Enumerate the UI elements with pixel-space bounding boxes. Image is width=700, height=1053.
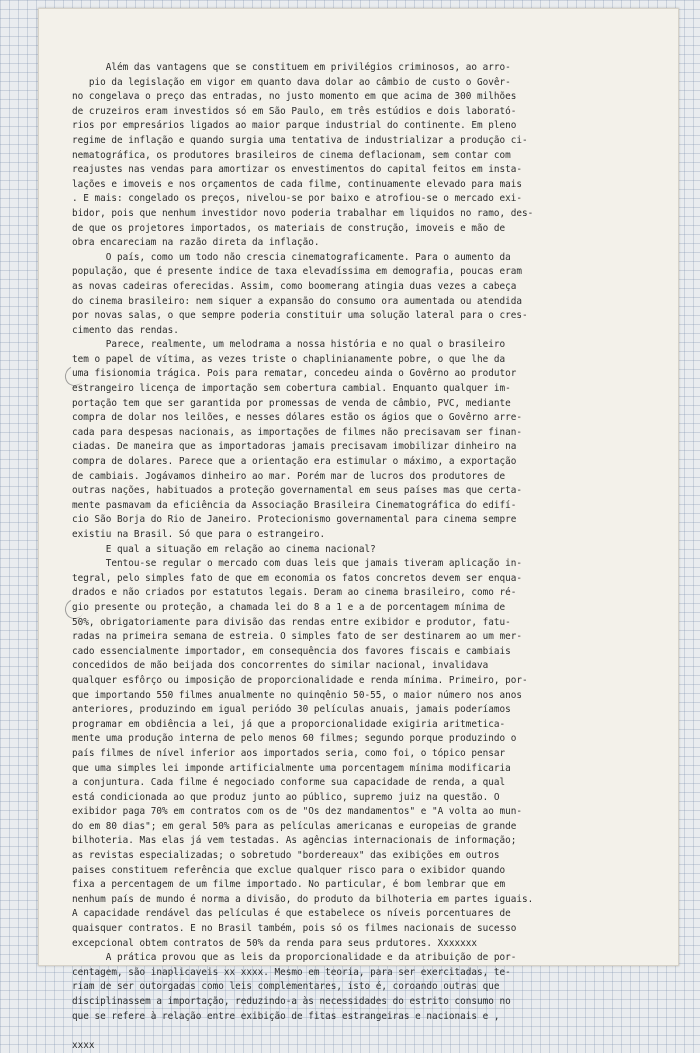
text-line: xxxx — [72, 1039, 95, 1051]
text-line: E qual a situação em relação ao cinema nacional? — [72, 543, 376, 555]
text-line: que se refere à relação entre exibição de fitas estrangeiras e nacionais e , — [72, 1010, 500, 1022]
text-line: riam de ser outorgadas como leis complementares, isto é, coroando outras que — [72, 981, 500, 993]
text-line: de que os projetores importados, os materiais de construção, imoveis e mão de — [72, 222, 506, 234]
text-line: nenhum país de mundo é norma a divisão, do produto da bilhoteria em partes iguais. — [72, 893, 534, 905]
text-line: pio da legislação em vigor em quanto dava dolar ao câmbio de custo o Govêr- — [72, 76, 511, 88]
text-line: programar em obdiência a lei, já que a proporcionalidade exigiria aritmetica- — [72, 718, 506, 730]
text-line: Além das vantagens que se constituem em privilégios criminosos, ao arro- — [72, 62, 511, 73]
text-line: as revistas especializadas; o sobretudo "bordereaux" das exibições em outros — [72, 850, 500, 862]
text-line: portação tem que ser garantida por promessas de venda de câmbio, PVC, mediante — [72, 397, 511, 409]
text-line: de cambiais. Jogávamos dinheiro ao mar. Porém mar de lucros dos produtores de — [72, 470, 506, 482]
text-line: no congelava o preço das entradas, no justo momento em que acima de 300 milhões — [72, 91, 517, 103]
text-line: cado essencialmente importador, em consequência dos favores fiscais e cambiais — [72, 645, 511, 657]
text-line: do em 80 dias"; em geral 50% para as películas americanas e europeias de grande — [72, 820, 517, 832]
text-line: que importando 550 filmes anualmente no quinqênio 50-55, o maior número nos anos — [72, 689, 523, 701]
text-line: existiu na Brasil. Só que para o estrangeiro. — [72, 529, 326, 540]
text-line: lações e imoveis e nos orçamentos de cada filme, continuamente elevado para mais — [72, 178, 523, 190]
text-line: fixa a percentagem de um filme importado. No particular, é bom lembrar que em — [72, 879, 506, 891]
text-line: cada para despesas nacionais, as importações de filmes não precisavam ser finan- — [72, 426, 523, 438]
text-line: as novas cadeiras oferecidas. Assim, como boomerang atingia duas vezes a cabeça — [72, 280, 517, 292]
text-line: qualquer esfôrço ou imposição de proporcionalidade e renda mínima. Primeiro, por- — [72, 674, 528, 686]
text-line: que uma simples lei imponde artificialmente uma porcentagem mínima modificaria — [72, 762, 511, 774]
text-line: a conjuntura. Cada filme é negociado conforme sua capacidade de renda, a qual — [72, 777, 506, 789]
text-line: está condicionada ao que produz junto ao público, supremo juiz na questão. O — [72, 791, 500, 803]
text-line: radas na primeira semana de estreia. O simples fato de ser destinarem ao um mer- — [72, 631, 523, 643]
text-line: anteriores, produzindo em igual periódo 30 películas anuais, jamais poderíamos — [72, 704, 511, 716]
text-line: nematográfica, os produtores brasileiros de cinema deflacionam, sem contar com — [72, 149, 511, 161]
text-line: A capacidade rendável das películas é que estabelece os níveis porcentuares de — [72, 908, 511, 920]
text-line: O país, como um todo não crescia cinematograficamente. Para o aumento da — [72, 251, 511, 263]
text-line: mente pasmavam da eficiência da Associação Brasileira Cinematográfica do edifí- — [72, 499, 517, 511]
text-line: centagem, são inaplicaveis xx xxxx. Mesmo em teoria, para ser exercitadas, te- — [72, 966, 511, 978]
text-line: obra encareciam na razão direta da inflação. — [72, 237, 320, 249]
text-line: disciplinassem a importação, reduzindo-a às necessidades do estrito consumo no — [72, 996, 511, 1007]
text-line: cio São Borja do Rio de Janeiro. Protecionismo governamental para cinema sempre — [72, 514, 517, 526]
text-line: compra de dolar nos leilões, e nesses dólares estão os ágios que o Govêrno arre- — [72, 412, 523, 424]
text-line: bidor, pois que nenhum investidor novo poderia trabalhar em liquidos no ramo, des- — [72, 207, 534, 219]
text-line: . E mais: congelado os preços, nivelou-se por baixo e atrofiou-se o mercado exi- — [72, 193, 523, 205]
text-line: população, que é presente indice de taxa elevadíssima em demografia, poucas eram — [72, 266, 523, 278]
text-line: paises constituem referência que exclue qualquer risco para o exibidor quando — [72, 864, 506, 876]
text-line: reajustes nas vendas para amortizar os envestimentos do capital feitos em insta- — [72, 164, 523, 176]
text-line: tem o papel de vítima, as vezes triste o chaplinianamente pobre, o que lhe da — [72, 353, 506, 365]
text-line: A prática provou que as leis da proporcionalidade e da atribuição de por- — [72, 952, 517, 964]
typed-text-body — [72, 61, 628, 1053]
text-line: do cinema brasileiro: nem siquer a expansão do consumo ora aumentada ou atendida — [72, 295, 523, 307]
text-line: exibidor paga 70% em contratos com os de "Os dez mandamentos" e "A volta ao mun- — [72, 806, 523, 818]
text-line: 50%, obrigatoriamente para divisão das rendas entre exibidor e produtor, fatu- — [72, 616, 511, 628]
text-line: de cruzeiros eram investidos só em São Paulo, em três estúdios e dois laborató- — [72, 105, 517, 117]
text-line: mente uma produção interna de pelo menos 60 filmes; segundo porque produzindo o — [72, 733, 517, 745]
text-line: gio presente ou proteção, a chamada lei do 8 a 1 e a de porcentagem mínima de — [72, 601, 506, 613]
text-line: quaisquer contratos. E no Brasil também, pois só os filmes nacionais de sucesso — [72, 923, 517, 935]
text-line: concedidos de mão beijada dos concorrentes do similar nacional, invalidava — [72, 660, 489, 672]
text-line: uma fisionomia trágica. Pois para rematar, concedeu ainda o Govêrno ao produtor — [72, 368, 517, 380]
text-line: país filmes de nível inferior aos importados seria, como foi, o tópico pensar — [72, 747, 506, 759]
text-line: outras nações, habituados a proteção governamental em seus países mas que certa- — [72, 485, 523, 497]
text-line: excepcional obtem contratos de 50% da renda para seus prdutores. Xxxxxxx — [72, 937, 478, 949]
text-line: tegral, pelo simples fato de que em economia os fatos concretos devem ser enqua- — [72, 572, 523, 584]
text-line: estrangeiro licença de importação sem cobertura cambial. Enquanto qualquer im- — [72, 383, 511, 395]
text-line: bilhoteria. Mas elas já vem testadas. As agências internacionais de informação; — [72, 835, 517, 847]
text-line: por novas salas, o que sempre poderia constituir uma solução lateral para o cres- — [72, 310, 528, 322]
text-line: Tentou-se regular o mercado com duas leis que jamais tiveram aplicação in- — [72, 558, 523, 570]
text-line: drados e não criados por estatutos legais. Deram ao cinema brasileiro, como ré- — [72, 587, 517, 599]
text-line: regime de inflação e quando surgia uma tentativa de industrializar a produção ci- — [72, 134, 528, 146]
text-line: compra de dolares. Parece que a orientação era estimular o máximo, a exportação — [72, 456, 517, 468]
text-line: rios por empresários ligados ao maior parque industrial do continente. Em pleno — [72, 120, 517, 132]
text-line: ciadas. De maneira que as importadoras jamais precisavam imobilizar dinheiro na — [72, 441, 517, 453]
text-line: Parece, realmente, um melodrama a nossa história e no qual o brasileiro — [72, 339, 506, 351]
text-line: cimento das rendas. — [72, 324, 179, 336]
text-line — [72, 1024, 628, 1039]
